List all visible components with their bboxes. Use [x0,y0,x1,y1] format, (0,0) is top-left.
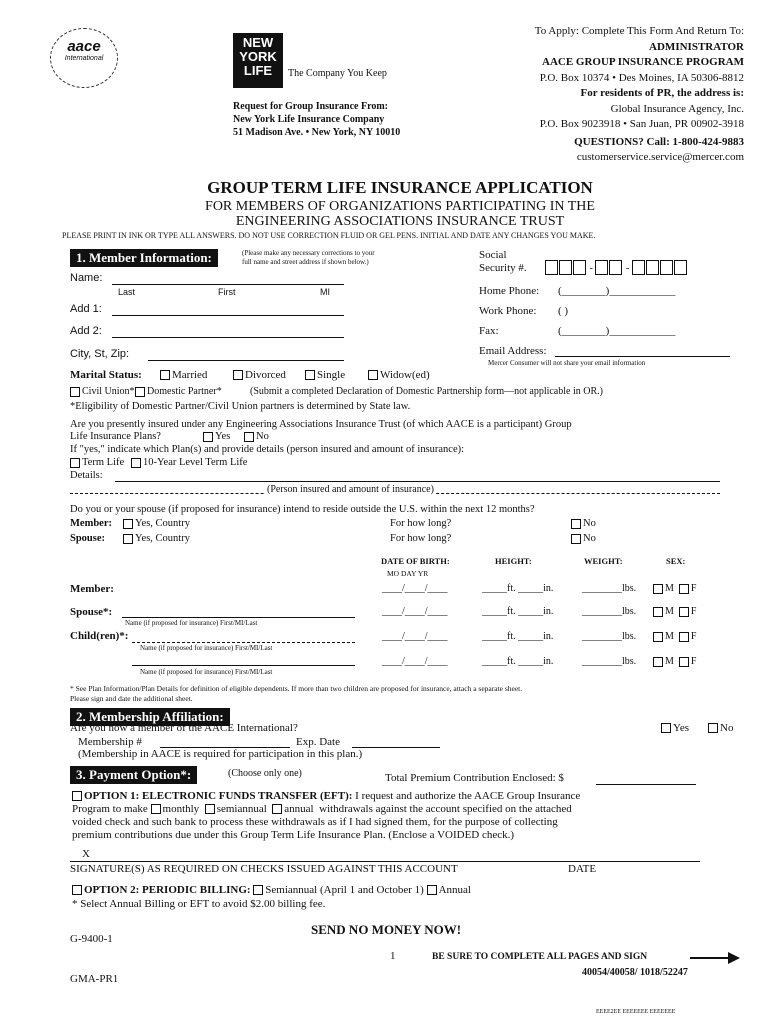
spouse-name-caption: Name (if proposed for insurance) First/MI/Last [125,619,258,627]
child2-weight[interactable]: ________lbs. [582,656,637,667]
outside-spouse-howlong: For how long? [390,533,452,544]
email-field[interactable] [555,356,730,357]
name-field[interactable] [112,284,344,285]
civil-union-checkbox[interactable] [70,387,80,397]
home-phone-label: Home Phone: [479,285,540,297]
outside-spouse-label: Spouse: [70,533,106,544]
spouse-height[interactable]: _____ft. _____in. [482,606,554,617]
signature-date-caption: DATE [568,863,597,875]
child1-name-field[interactable] [132,642,355,643]
married-option[interactable]: Married [160,369,207,381]
outside-spouse-no-checkbox[interactable] [571,534,581,544]
apply-line-4: P.O. Box 10374 • Des Moines, IA 50306-8812 [539,71,744,84]
member-sex[interactable]: M F [653,583,696,594]
apply-line-9: customerservice.service@mercer.com [576,151,744,163]
aace-logo-text: aace [67,38,101,55]
member-weight[interactable]: ________lbs. [582,583,637,594]
footnote-2: Please sign and date the additional sheet. [70,694,193,703]
membership-no-option[interactable]: No [708,722,733,734]
annual-checkbox[interactable] [272,804,282,814]
add1-label: Add 1: [70,303,102,315]
outside-member-no-checkbox[interactable] [571,519,581,529]
outside-spouse-yes[interactable]: Yes, Country [123,533,190,544]
outside-spouse-yes-checkbox[interactable] [123,534,133,544]
outside-member-yes[interactable]: Yes, Country [123,518,190,529]
divorced-option[interactable]: Divorced [233,369,286,381]
termlife-checkbox[interactable] [70,458,80,468]
col-sex: SEX: [666,556,686,566]
total-field[interactable] [596,784,696,785]
page-title: GROUP TERM LIFE INSURANCE APPLICATION [207,178,593,197]
option1-line-4: premium contributions due under this Group Term Life Insurance Plan. (Enclose a VOIDED check.) [72,829,515,841]
outside-question: Do you or your spouse (if proposed for insurance) intend to reside outside the U.S. within the next 12 months? [70,504,535,515]
apply-block [444,24,744,166]
ssn-field[interactable]: - - [545,258,688,276]
apply-line-6: Global Insurance Agency, Inc. [610,102,744,115]
work-phone-label: Work Phone: [479,305,537,317]
insured-yes-checkbox[interactable] [203,432,213,442]
total-label: Total Premium Contribution Enclosed: $ [385,772,564,784]
child2-dob[interactable]: ____/____/____ [382,656,448,667]
codes: 40054/40058/ 1018/52247 [582,967,688,978]
insured-yes-option[interactable]: Yes [203,431,230,442]
spouse-sex[interactable]: M F [653,606,696,617]
single-checkbox[interactable] [305,370,315,380]
insured-no-checkbox[interactable] [244,432,254,442]
page-number: 1 [390,950,396,962]
child1-name-caption: Name (if proposed for insurance) First/MI/Last [140,644,273,652]
divorced-checkbox[interactable] [233,370,243,380]
semiannual-checkbox[interactable] [205,804,215,814]
spouse-dob[interactable]: ____/____/____ [382,606,448,617]
section-3-header: 3. Payment Option*: [70,766,197,784]
col-weight: WEIGHT: [584,556,623,566]
request-line-3: 51 Madison Ave. • New York, NY 10010 [233,127,401,138]
nyl-line-1: NEW [242,35,274,50]
spouse-name-field[interactable] [122,617,355,618]
child2-height[interactable]: _____ft. _____in. [482,656,554,667]
membership-number-label: Membership # [78,736,142,748]
monthly-checkbox[interactable] [151,804,161,814]
s1-note-2: full name and street address if shown below.) [242,258,369,266]
option2-line: OPTION 2: PERIODIC BILLING: Semiannual (April 1 and October 1) Annual [72,884,471,896]
outside-member-howlong: For how long? [390,518,452,529]
tiny-code: EEEE2EE EEEEEEE EEEEEEE [596,1009,676,1015]
request-line-1: Request for Group Insurance From: [233,101,388,112]
apply-line-1: To Apply: Complete This Form And Return To: [534,25,744,37]
nyl-line-2: YORK [239,49,277,64]
insured-question-2: Life Insurance Plans? [70,431,161,442]
child2-name-field[interactable] [132,665,355,666]
member-dob[interactable]: ____/____/____ [382,583,448,594]
option1-line-2: Program to make monthly semiannual annual withdrawals against the account specified on the attached [72,803,572,815]
row-spouse-label: Spouse*: [70,606,113,618]
city-label: City, St, Zip: [70,348,130,360]
child1-sex[interactable]: M F [653,631,696,642]
ssn-label-2: Security #. [479,262,527,274]
membership-required: (Membership in AACE is required for participation in this plan.) [78,748,363,760]
outside-member-no[interactable]: No [571,518,596,529]
details-label: Details: [70,470,103,481]
exp-date-label: Exp. Date [296,736,340,748]
title-sub-1: FOR MEMBERS OF ORGANIZATIONS PARTICIPATING IN THE [205,199,595,214]
membership-no-checkbox[interactable] [708,723,718,733]
home-phone-field[interactable]: (________)____________ [558,285,676,297]
ssn-label-1: Social [479,249,507,261]
outside-member-label: Member: [70,518,112,529]
fax-label: Fax: [479,325,499,337]
select-note: * Select Annual Billing or EFT to avoid $2.00 billing fee. [72,898,326,910]
nyl-tagline: The Company You Keep [288,68,387,79]
nyl-line-3: LIFE [243,63,273,78]
email-label: Email Address: [479,345,547,357]
signature-field[interactable] [70,861,700,862]
membership-question: Are you now a member of the AACE International? [70,722,298,734]
details-field[interactable] [115,481,720,482]
col-mdy: MO DAY YR [387,569,429,578]
apply-line-5: For residents of PR, the address is: [580,87,744,99]
ifyes-text: If "yes," indicate which Plan(s) and provide details (person insured and amount of insurance): [70,444,465,455]
child1-weight[interactable]: ________lbs. [582,631,637,642]
level-term-checkbox[interactable] [131,458,141,468]
add2-label: Add 2: [70,325,102,337]
gma-code: GMA-PR1 [70,973,119,985]
termlife-option[interactable]: Term Life [70,457,124,468]
row-member-label: Member: [70,583,114,595]
person-amount-caption: (Person insured and amount of insurance) [267,484,434,495]
form-number: G-9400-1 [70,933,113,945]
single-option[interactable]: Single [305,369,345,381]
apply-line-2: ADMINISTRATOR [649,40,744,53]
s1-note-1: (Please make any necessary corrections to your [242,249,375,257]
col-height: HEIGHT: [495,556,532,566]
apply-line-8: QUESTIONS? Call: 1-800-424-9883 [574,135,744,148]
section-1-header: 1. Member Information: [70,249,218,267]
submit-note: (Submit a completed Declaration of Domestic Partnership form—not applicable in OR.) [250,386,603,397]
section-2-header: 2. Membership Affiliation: [70,708,230,726]
level-term-option[interactable]: 10-Year Level Term Life [131,457,247,468]
domestic-partner-option[interactable]: Domestic Partner* [135,386,222,397]
opt2-annual-checkbox[interactable] [427,885,437,895]
insured-question-1: Are you presently insured under any Engineering Associations Insurance Trust (of which AACE is a participant) Group [70,419,572,430]
send-no-money: SEND NO MONEY NOW! [311,922,462,937]
marital-label: Marital Status: [70,369,142,381]
request-line-2: New York Life Insurance Company [233,114,385,125]
apply-line-3: AACE GROUP INSURANCE PROGRAM [542,56,744,68]
option1-line-1: OPTION 1: ELECTRONIC FUNDS TRANSFER (EFT): I request and authorize the AACE Group Insurance [72,790,580,802]
name-last-label: Last [118,287,136,297]
name-first-label: First [218,287,236,297]
spouse-weight[interactable]: ________lbs. [582,606,637,617]
add1-field[interactable] [112,315,344,316]
child2-sex[interactable]: M F [653,656,696,667]
married-checkbox[interactable] [160,370,170,380]
fax-field[interactable]: (________)____________ [558,325,676,337]
membership-yes-checkbox[interactable] [661,723,671,733]
choose-one: (Choose only one) [228,768,302,779]
child1-dob[interactable]: ____/____/____ [382,631,448,642]
signature-caption: SIGNATURE(S) AS REQUIRED ON CHECKS ISSUED AGAINST THIS ACCOUNT [70,863,458,875]
mercer-note: Mercer Consumer will not share your email information [488,359,646,367]
opt2-semiannual-checkbox[interactable] [253,885,263,895]
option2-checkbox[interactable] [72,885,82,895]
child1-height[interactable]: _____ft. _____in. [482,631,554,642]
work-phone-field[interactable]: ( ) [558,305,569,317]
col-dob: DATE OF BIRTH: [381,556,450,566]
title-sub-2: ENGINEERING ASSOCIATIONS INSURANCE TRUST [235,214,565,229]
name-label: Name: [70,272,103,284]
city-field[interactable] [148,360,344,361]
eligibility-note: *Eligibility of Domestic Partner/Civil Union partners is determined by State law. [70,401,411,412]
add2-field[interactable] [112,337,344,338]
apply-line-7: P.O. Box 9023918 • San Juan, PR 00902-3918 [539,118,744,130]
arrow-icon [690,951,740,970]
child2-name-caption: Name (if proposed for insurance) First/MI/Last [140,668,273,676]
aace-logo [50,28,118,88]
exp-date-field[interactable] [352,747,440,748]
nyl-logo [233,33,283,88]
insured-no-option[interactable]: No [244,431,269,442]
instructions: PLEASE PRINT IN INK OR TYPE ALL ANSWERS. DO NOT USE CORRECTION FLUID OR GEL PENS. INITIAL AND DATE ANY CHANGES YOU MAKE. [62,231,596,240]
aace-logo-sub: International [64,55,104,62]
domestic-partner-checkbox[interactable] [135,387,145,397]
option1-checkbox[interactable] [72,791,82,801]
be-sure-text: BE SURE TO COMPLETE ALL PAGES AND SIGN [432,952,648,962]
outside-member-yes-checkbox[interactable] [123,519,133,529]
widowed-option[interactable]: Widow(ed) [368,369,430,381]
name-mi-label: MI [320,287,330,297]
footnote-1: * See Plan Information/Plan Details for definition of eligible dependents. If more than two children are proposed for insurance, attach a separate sheet. [70,684,523,693]
civil-union-option[interactable]: Civil Union* [70,386,135,397]
member-height[interactable]: _____ft. _____in. [482,583,554,594]
outside-spouse-no[interactable]: No [571,533,596,544]
option1-line-3: voided check and such bank to process these withdrawals as if I had signed them, for the purpose of collecting [72,816,558,828]
row-children-label: Child(ren)*: [70,630,129,642]
membership-yes-option[interactable]: Yes [661,722,689,734]
widowed-checkbox[interactable] [368,370,378,380]
signature-x: X [82,848,90,860]
